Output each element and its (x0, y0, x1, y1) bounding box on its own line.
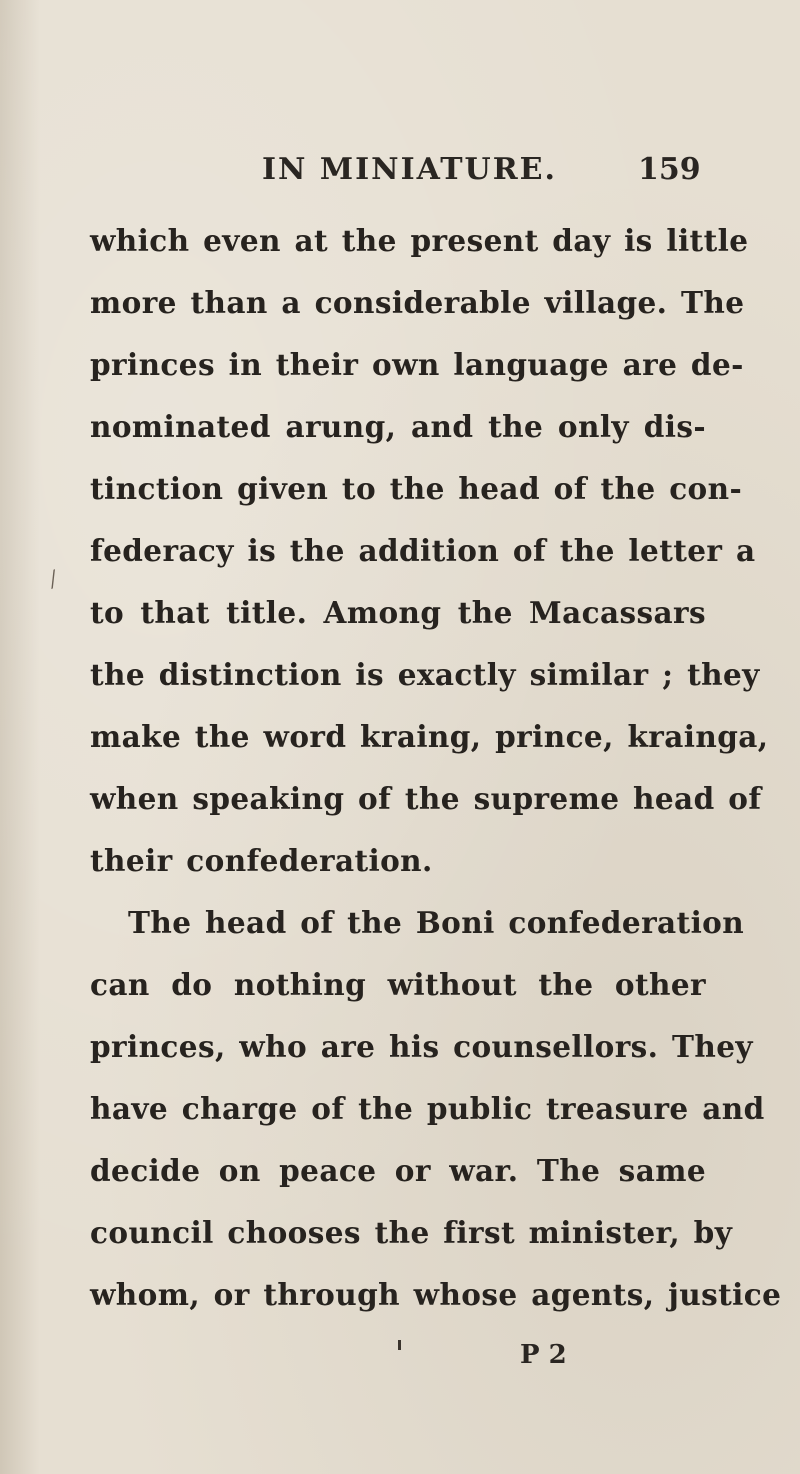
page-header (0, 152, 800, 202)
running-head: IN MINIATURE. (262, 152, 557, 187)
text-line: the distinction is exactly similar ; they (90, 657, 760, 692)
text-line: more than a considerable village. The (90, 285, 745, 320)
text-line: their confederation. (90, 843, 433, 878)
text-line: The head of the Boni confederation (128, 905, 745, 940)
margin-mark: ⁄ (46, 568, 61, 593)
text-line: federacy is the addition of the letter a (90, 533, 756, 568)
page-number: 159 (638, 152, 701, 187)
printer-tick (398, 1340, 401, 1350)
text-line: princes in their own language are de- (90, 347, 744, 382)
body-text (90, 210, 782, 1326)
text-line: make the word kraing, prince, krainga, (90, 719, 769, 754)
text-line: can do nothing without the other (90, 967, 706, 1002)
text-line: have charge of the public treasure and (90, 1091, 765, 1126)
text-line: whom, or through whose agents, justice (90, 1277, 782, 1312)
text-line: which even at the present day is little (90, 223, 749, 258)
text-line: to that title. Among the Macassars (90, 595, 706, 630)
text-line: tinction given to the head of the con- (90, 471, 743, 506)
text-line: council chooses the first minister, by (90, 1215, 733, 1250)
text-line: princes, who are his counsellors. They (90, 1029, 753, 1064)
text-line: when speaking of the supreme head of (90, 781, 762, 816)
signature-mark: P 2 (520, 1340, 567, 1370)
text-line: nominated arung, and the only dis- (90, 409, 706, 444)
text-line: decide on peace or war. The same (90, 1153, 706, 1188)
